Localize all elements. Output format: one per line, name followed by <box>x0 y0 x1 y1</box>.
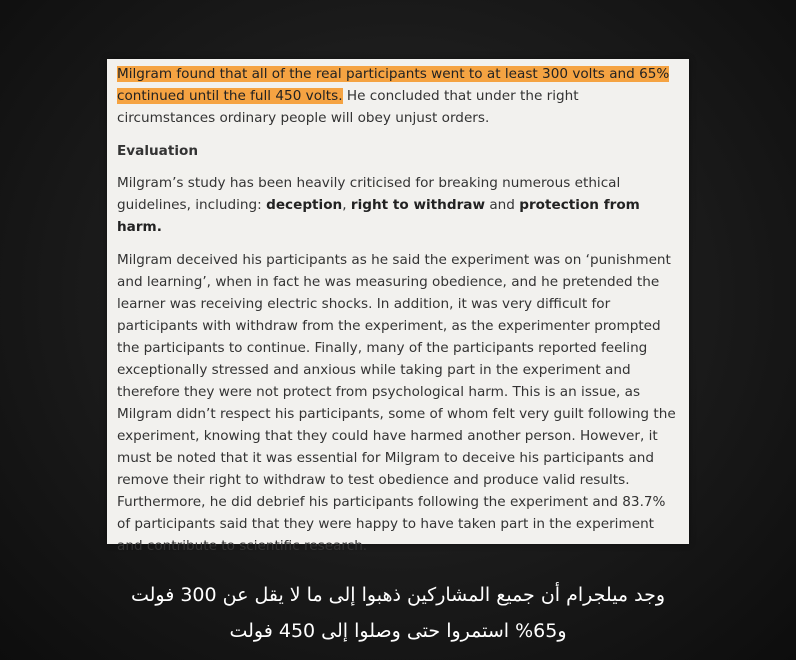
subtitle-line-1: وجد ميلجرام أن جميع المشاركين ذهبوا إلى ما لا يقل عن 300 فولت <box>130 584 666 606</box>
term-protection-from-harm: protection from harm. <box>117 197 640 235</box>
separator: , <box>342 197 351 213</box>
highlighted-text-continued[interactable]: continued until the full 450 volts. <box>117 88 343 104</box>
evaluation-intro-text: Milgram’s study has been heavily criticised for breaking numerous ethical guidelines, including: <box>117 175 621 213</box>
findings-paragraph <box>117 63 679 129</box>
arabic-subtitle <box>0 577 796 649</box>
evaluation-body-paragraph: Milgram deceived his participants as he said the experiment was on ‘punishment and learning’, when in fact he was measuring obedience, and he pretended the learner was receiving electric shocks. In addition, it was very difficult for participants with withdraw from the experiment, as the experimenter prompted the participants to continue. Finally, many of the participants reported feeling exceptionally stressed and anxious while taking part in the experiment and therefore they were not protect from psychological harm. This is an issue, as Milgram didn’t respect his participants, some of whom felt very guilt following the experiment, knowing that they could have harmed another person. However, it must be noted that it was essential for Milgram to deceive his participants and remove their right to withdraw to test obedience and produce valid results. Furthermore, he did debrief his participants following the experiment and 83.7% of participants said that they were happy to have taken part in the experiment and contribute to scientific research. <box>117 252 676 554</box>
findings-conclusion: He concluded that under the right circumstances ordinary people will obey unjust orders. <box>117 88 579 126</box>
evaluation-intro-paragraph <box>117 172 679 238</box>
highlighted-text[interactable]: Milgram found that all of the real participants went to at least 300 volts and 65% <box>117 66 670 82</box>
separator: and <box>485 197 520 213</box>
subtitle-line-2: و65% استمروا حتى وصلوا إلى 450 فولت <box>229 620 567 642</box>
section-heading: Evaluation <box>117 143 199 159</box>
term-right-to-withdraw: right to withdraw <box>350 197 486 213</box>
term-deception: deception <box>266 197 343 213</box>
document-page <box>107 59 689 554</box>
